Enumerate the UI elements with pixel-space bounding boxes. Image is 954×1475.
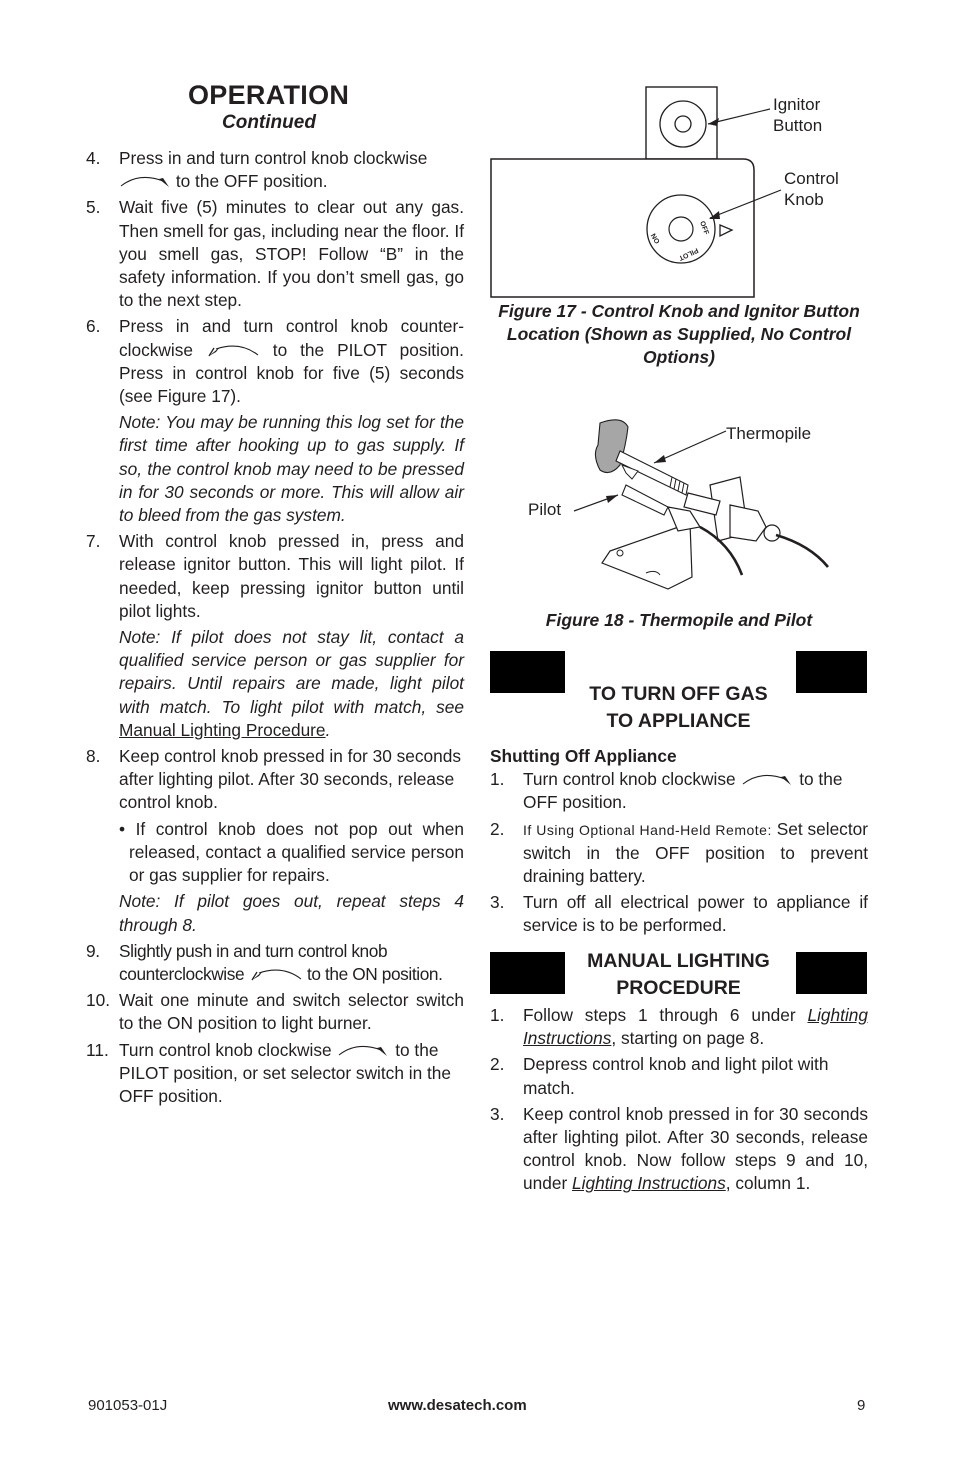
clockwise-arrow-icon: [119, 171, 171, 189]
list-item: 1. Follow steps 1 through 6 under Lighting Instructions, starting on page 8.: [490, 1005, 869, 1049]
knob-off-label: OFF: [698, 220, 710, 236]
list-item: 11. Turn control knob clockwise to the PILOT position, or set selector switch in the OFF position.: [86, 1039, 452, 1106]
list-item: 5. Wait five (5) minutes to clear out any gas. Then smell for gas, including near the floor. If you smell gas, STOP! Follow “B” in the safety information. If you don’t smell gas, go to the next step.: [86, 197, 464, 311]
ignitor-button-label: Ignitor Button: [773, 95, 823, 135]
list-item: 2. If Using Optional Hand-Held Remote: Set selector switch in the OFF position to prevent draining battery.: [490, 818, 868, 887]
manual-lighting-heading: MANUAL LIGHTING PROCEDURE: [490, 948, 867, 1004]
lighting-instructions-link[interactable]: Lighting Instructions: [572, 1173, 726, 1194]
figure-18-caption: Figure 18 - Thermopile and Pilot: [545, 610, 813, 630]
control-knob-label: Control Knob: [784, 169, 839, 209]
left-column: [86, 147, 464, 1111]
page-title: OPERATION: [188, 80, 350, 110]
page-subtitle: Continued: [222, 112, 316, 133]
list-item: 7. With control knob pressed in, press and release ignitor button. This will light pilot. If needed, keep pressing ignitor button until pilot lights. Note: If pilot does not stay lit, contact a qualified service person or gas supplier for repairs. Until repairs are made, light pilot with match. To light pilot with match, see Manual Lighting Procedure.: [86, 531, 464, 740]
turn-off-heading: TO TURN OFF GAS TO APPLIANCE: [490, 651, 867, 737]
clockwise-arrow-icon: [336, 1040, 390, 1058]
manual-lighting-link[interactable]: Manual Lighting Procedure: [119, 719, 326, 740]
list-item: 3. Keep control knob pressed in for 30 seconds after lighting pilot. After 30 seconds, release control knob. Now follow steps 9 and 10, under Lighting Instructions, column 1.: [490, 1103, 868, 1194]
website-url[interactable]: www.desatech.com: [388, 1397, 527, 1414]
doc-number: 901053-01J: [88, 1397, 168, 1414]
thermopile-label: Thermopile: [726, 424, 812, 443]
list-item: 6. Press in and turn control knob counter-clockwise to the PILOT position. Press in control knob for five (5) seconds (see Figure 17). Note: You may be running this log set for the first time after hooking up to gas supply. If so, the control knob may need to be pressed in for 30 seconds or more. This will allow air to bleed from the gas system.: [86, 316, 464, 526]
list-item: 4. Press in and turn control knob clockwise to the OFF position.: [86, 148, 428, 192]
pilot-label: Pilot: [528, 500, 562, 519]
list-item: 3. Turn off all electrical power to appliance if service is to be performed.: [490, 892, 868, 936]
manual-lighting-section: [490, 1004, 868, 1199]
list-item: 1. Turn control knob clockwise to the OFF position.: [490, 769, 843, 813]
counterclockwise-arrow-icon: [249, 964, 303, 982]
page-number: 9: [857, 1397, 866, 1414]
turn-off-section: Shutting Off Appliance 1. Turn control knob clockwise to the OFF position. 2. If Using Optional Hand-Held Remote: Set selector switch in the OFF position to prevent draining battery. 3. Turn off all electrical power to appliance if service is to be performed.: [490, 745, 868, 941]
clockwise-arrow-icon: [740, 769, 794, 787]
list-item: 10. Wait one minute and switch selector switch to the ON position to light burner.: [86, 990, 464, 1034]
list-item: 8. Keep control knob pressed in for 30 seconds after lighting pilot. After 30 seconds, release control knob. • If control knob does not pop out when released, contact a qualified service person or gas supplier for repairs. Note: If pilot goes out, repeat steps 4 through 8.: [86, 746, 464, 935]
lighting-instructions-link[interactable]: Lighting Instructions: [523, 1005, 869, 1049]
knob-on-label: ON: [650, 231, 662, 245]
knob-pilot-label: PILOT: [677, 246, 700, 262]
list-item: 2. Depress control knob and light pilot with match.: [490, 1054, 829, 1098]
figure-17-caption: Figure 17 - Control Knob and Ignitor Button Location (Shown as Supplied, No Control Options): [498, 301, 860, 367]
list-item: 9. Slightly push in and turn control knob counterclockwise to the ON position.: [86, 940, 443, 984]
counterclockwise-arrow-icon: [206, 340, 260, 358]
